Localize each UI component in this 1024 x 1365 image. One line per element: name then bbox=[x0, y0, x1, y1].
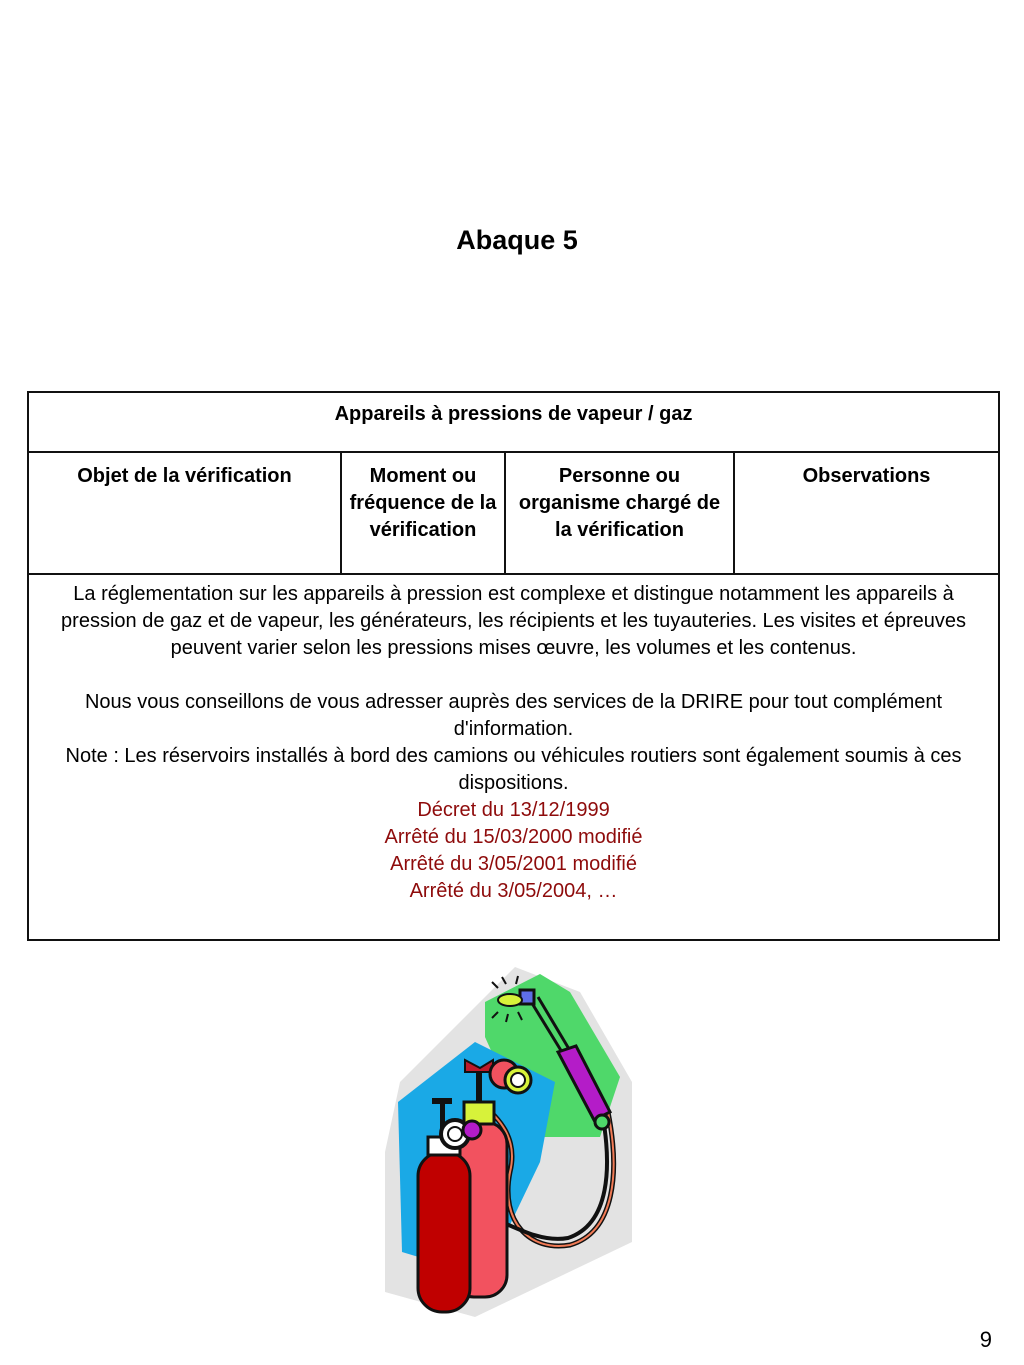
reference-arrete-2000: Arrêté du 15/03/2000 modifié bbox=[384, 826, 643, 848]
body-paragraph-regulation: La réglementation sur les appareils à pression est complexe et distingue notamment les appareils à pression de gaz et de vapeur, les générateurs, les récipients et les tuyauteries. Les visites et épreuves peuvent varier selon les pressions mises œuvre, les volumes et les contenus. bbox=[61, 583, 966, 659]
verification-table bbox=[27, 391, 1000, 941]
page-number: 9 bbox=[979, 1327, 992, 1352]
column-header-personne: Personne ou organisme chargé de la vérification bbox=[505, 452, 734, 574]
reference-arrete-2001: Arrêté du 3/05/2001 modifié bbox=[390, 853, 637, 875]
table-caption: Appareils à pressions de vapeur / gaz bbox=[28, 392, 999, 452]
column-header-observations: Observations bbox=[734, 452, 999, 574]
page-title: Abaque 5 bbox=[456, 225, 578, 255]
column-header-moment: Moment ou fréquence de la vérification bbox=[341, 452, 505, 574]
reference-decret-1999: Décret du 13/12/1999 bbox=[417, 799, 610, 821]
body-note: Note : Les réservoirs installés à bord des camions ou véhicules routiers sont également soumis à ces dispositions. bbox=[65, 745, 962, 794]
paragraph-spacer bbox=[39, 662, 988, 689]
body-paragraph-drire: Nous vous conseillons de vous adresser auprès des services de la DRIRE pour tout complément d'information. bbox=[84, 691, 943, 740]
table-body-cell bbox=[28, 574, 999, 940]
column-header-objet: Objet de la vérification bbox=[28, 452, 341, 574]
gas-cylinder-illustration bbox=[380, 962, 640, 1322]
table-header-row bbox=[28, 452, 999, 574]
reference-arrete-2004: Arrêté du 3/05/2004, … bbox=[409, 880, 618, 902]
table-body-row bbox=[28, 574, 999, 940]
